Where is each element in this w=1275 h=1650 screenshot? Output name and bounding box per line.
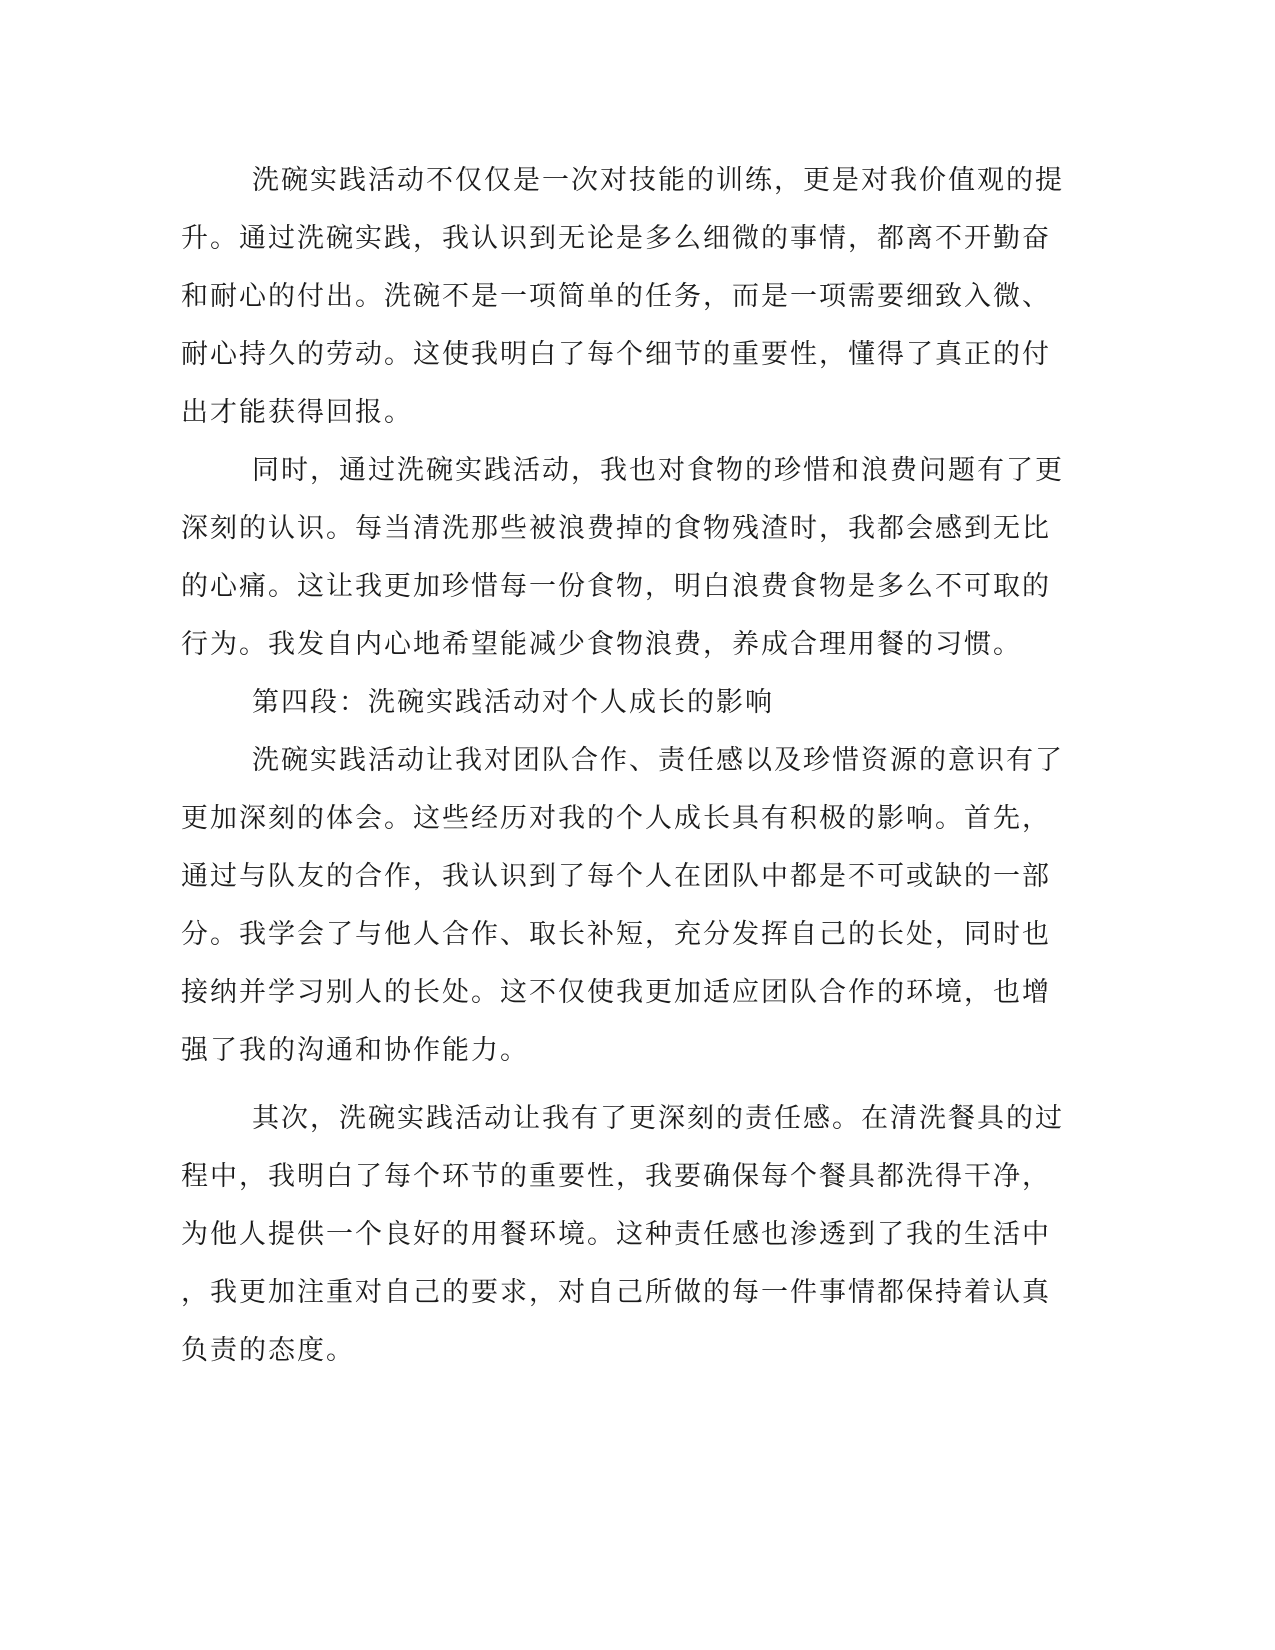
para3-line3: 通过与队友的合作，我认识到了每个人在团队中都是不可或缺的一部 [181, 861, 1051, 892]
para3-line4: 分。我学会了与他人合作、取长补短，充分发挥自己的长处，同时也 [181, 919, 1051, 950]
para4-line4: ，我更加注重对自己的要求，对自己所做的每一件事情都保持着认真 [181, 1277, 1051, 1308]
para2-line2: 深刻的认识。每当清洗那些被浪费掉的食物残渣时，我都会感到无比 [181, 513, 1051, 544]
para1-line2: 升。通过洗碗实践，我认识到无论是多么细微的事情，都离不开勤奋 [181, 223, 1051, 254]
para4-line3: 为他人提供一个良好的用餐环境。这种责任感也渗透到了我的生活中 [181, 1219, 1051, 1250]
section-heading: 第四段：洗碗实践活动对个人成长的影响 [252, 687, 774, 718]
para4-line2: 程中，我明白了每个环节的重要性，我要确保每个餐具都洗得干净， [181, 1161, 1051, 1192]
para1-line5: 出才能获得回报。 [181, 397, 413, 428]
para4-line1: 其次，洗碗实践活动让我有了更深刻的责任感。在清洗餐具的过 [252, 1103, 1064, 1134]
para3-line2: 更加深刻的体会。这些经历对我的个人成长具有积极的影响。首先， [181, 803, 1051, 834]
para2-line3: 的心痛。这让我更加珍惜每一份食物，明白浪费食物是多么不可取的 [181, 571, 1051, 602]
para3-line6: 强了我的沟通和协作能力。 [181, 1035, 529, 1066]
para1-line3: 和耐心的付出。洗碗不是一项简单的任务，而是一项需要细致入微、 [181, 281, 1051, 312]
para3-line5: 接纳并学习别人的长处。这不仅使我更加适应团队合作的环境，也增 [181, 977, 1051, 1008]
para2-line4: 行为。我发自内心地希望能减少食物浪费，养成合理用餐的习惯。 [181, 629, 1022, 660]
para2-line1: 同时，通过洗碗实践活动，我也对食物的珍惜和浪费问题有了更 [252, 455, 1064, 486]
para4-line5: 负责的态度。 [181, 1335, 355, 1366]
para3-line1: 洗碗实践活动让我对团队合作、责任感以及珍惜资源的意识有了 [252, 745, 1064, 776]
para1-line1: 洗碗实践活动不仅仅是一次对技能的训练，更是对我价值观的提 [252, 165, 1064, 196]
para1-line4: 耐心持久的劳动。这使我明白了每个细节的重要性，懂得了真正的付 [181, 339, 1051, 370]
